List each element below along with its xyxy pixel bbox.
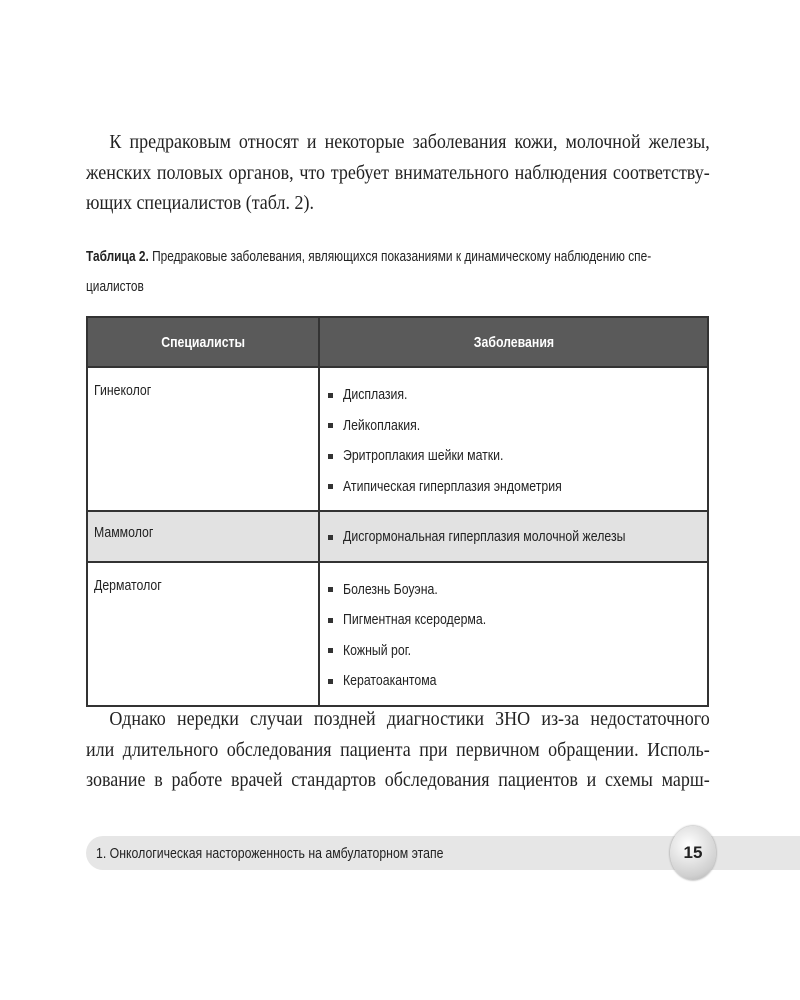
page-number: 15 bbox=[670, 826, 716, 880]
disease-item: Лейкоплакия. bbox=[328, 411, 707, 442]
specialist-cell: Дерматолог bbox=[87, 562, 319, 706]
diseases-table bbox=[86, 316, 709, 707]
header-specialists: Специалисты bbox=[87, 317, 319, 367]
header-diseases: Заболевания bbox=[319, 317, 708, 367]
disease-item: Эритроплакия шейки матки. bbox=[328, 441, 707, 472]
diseases-cell bbox=[319, 511, 708, 562]
table-row bbox=[87, 562, 708, 706]
intro-line-3: ющих специалистов (табл. 2). bbox=[86, 192, 314, 214]
body-line-1: Однако нередки случаи поздней диагностики ЗНО из-за недостаточного bbox=[109, 708, 710, 730]
disease-item: Пигментная ксеродерма. bbox=[328, 605, 707, 636]
chapter-title: 1. Онкологическая настороженность на амбулаторном этапе bbox=[96, 845, 444, 862]
table-row bbox=[87, 367, 708, 511]
caption-line-1: Предраковые заболевания, являющихся показаниями к динамическому наблюдению спе- bbox=[152, 249, 652, 265]
diseases-cell bbox=[319, 562, 708, 706]
body-line-3: зование в работе врачей стандартов обследования пациентов и схемы марш- bbox=[86, 769, 710, 791]
table-caption bbox=[86, 242, 709, 302]
caption-label: Таблица 2. bbox=[86, 249, 149, 265]
table-header-row bbox=[87, 317, 708, 367]
specialist-cell: Маммолог bbox=[87, 511, 319, 562]
disease-item: Кожный рог. bbox=[328, 636, 707, 667]
table-row bbox=[87, 511, 708, 562]
body-paragraph bbox=[86, 704, 710, 796]
diseases-cell bbox=[319, 367, 708, 511]
intro-paragraph bbox=[86, 127, 710, 219]
disease-item: Дисгормональная гиперплазия молочной железы bbox=[328, 522, 707, 553]
disease-item: Атипическая гиперплазия эндометрия bbox=[328, 472, 707, 503]
disease-item: Дисплазия. bbox=[328, 380, 707, 411]
disease-item: Кератоакантома bbox=[328, 666, 707, 697]
intro-line-1: К предраковым относят и некоторые заболевания кожи, молочной железы, bbox=[109, 131, 710, 153]
caption-line-2: циалистов bbox=[86, 279, 144, 295]
body-line-2: или длительного обследования пациента при первичном обращении. Исполь- bbox=[86, 738, 710, 761]
disease-item: Болезнь Боуэна. bbox=[328, 575, 707, 606]
specialist-cell: Гинеколог bbox=[87, 367, 319, 511]
intro-line-2: женских половых органов, что требует внимательного наблюдения соответству- bbox=[86, 161, 710, 184]
